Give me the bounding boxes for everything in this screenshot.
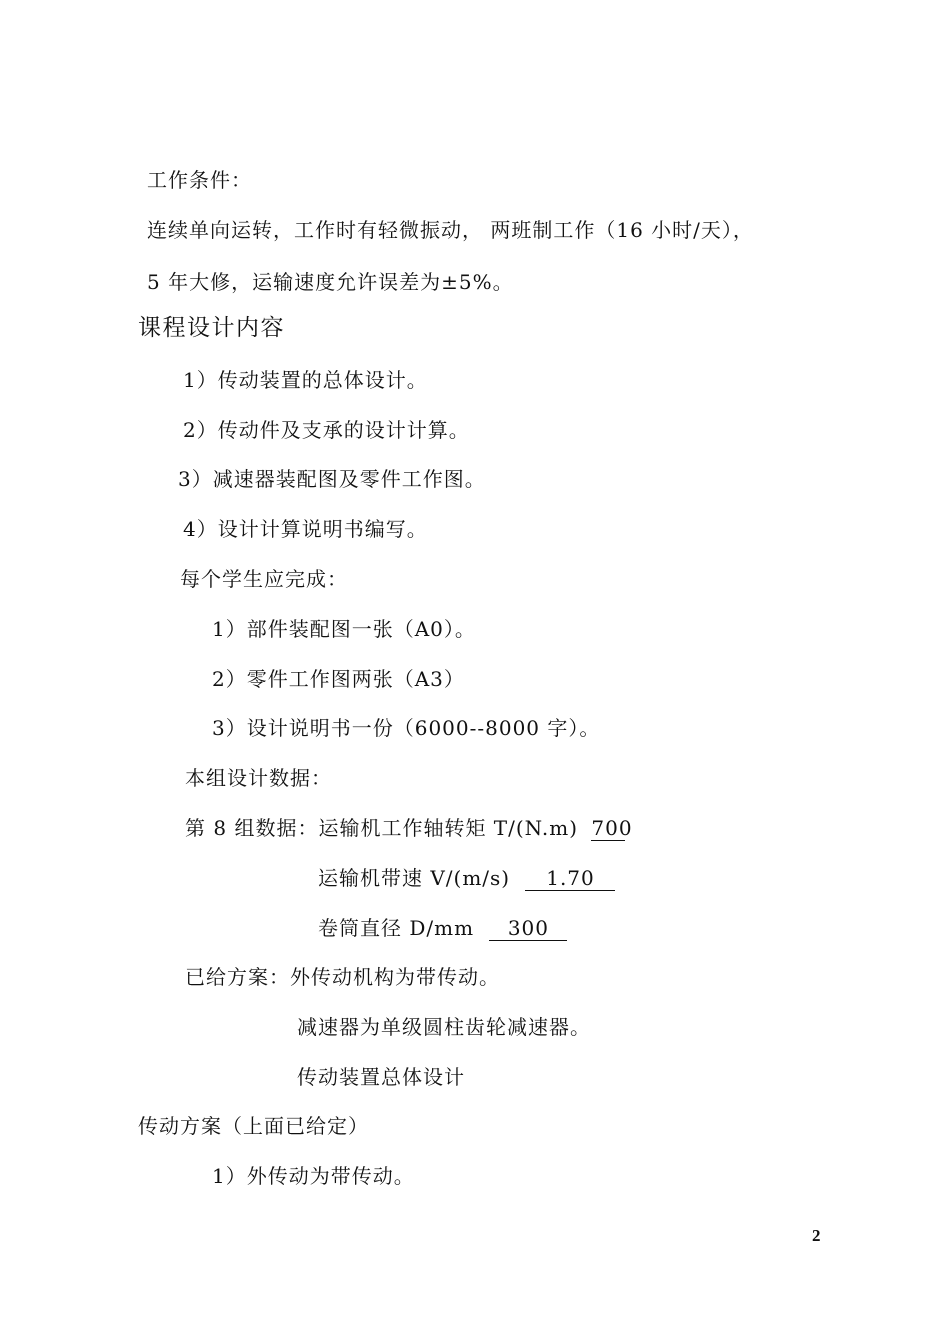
conditions-title: 工作条件：: [147, 168, 252, 192]
student-item-2: 2）零件工作图两张（A3）: [212, 667, 465, 691]
speed-value: 1.70: [525, 866, 615, 891]
section-heading-transmission: 传动方案（上面已给定）: [138, 1114, 369, 1138]
group-data-title: 本组设计数据：: [185, 766, 332, 790]
student-item-3: 3）设计说明书一份（6000--8000 字）。: [212, 716, 601, 740]
group-data-row-speed: [318, 864, 615, 892]
section-heading-content: 课程设计内容: [138, 315, 285, 341]
torque-value: 700: [591, 816, 633, 840]
student-item-1: 1）部件装配图一张（A0）。: [212, 617, 476, 641]
scheme-line-3: 传动装置总体设计: [297, 1065, 465, 1089]
group-data-row-torque: [185, 814, 633, 842]
transmission-item-1: 1）外传动为带传动。: [212, 1164, 415, 1188]
diameter-value: 300: [489, 916, 567, 941]
speed-label: 运输机带速 V/(m/s): [318, 866, 511, 890]
content-item-3: 3）减速器装配图及零件工作图。: [178, 467, 486, 491]
page-number: 2: [812, 1226, 821, 1245]
content-item-1: 1）传动装置的总体设计。: [183, 368, 428, 392]
content-item-2: 2）传动件及支承的设计计算。: [183, 418, 470, 442]
student-title: 每个学生应完成：: [180, 567, 348, 591]
diameter-label: 卷筒直径 D/mm: [318, 916, 475, 940]
conditions-line-2: 5 年大修，运输速度允许误差为±5%。: [147, 270, 514, 294]
content-item-4: 4）设计计算说明书编写。: [183, 517, 428, 541]
conditions-line-1: 连续单向运转，工作时有轻微振动， 两班制工作（16 小时/天），: [147, 218, 754, 242]
scheme-line-1: 已给方案：外传动机构为带传动。: [185, 965, 500, 989]
group-data-row-diameter: [318, 914, 567, 942]
torque-label: 第 8 组数据：运输机工作轴转矩 T/(N.m): [185, 816, 579, 840]
scheme-line-2: 减速器为单级圆柱齿轮减速器。: [297, 1015, 591, 1039]
